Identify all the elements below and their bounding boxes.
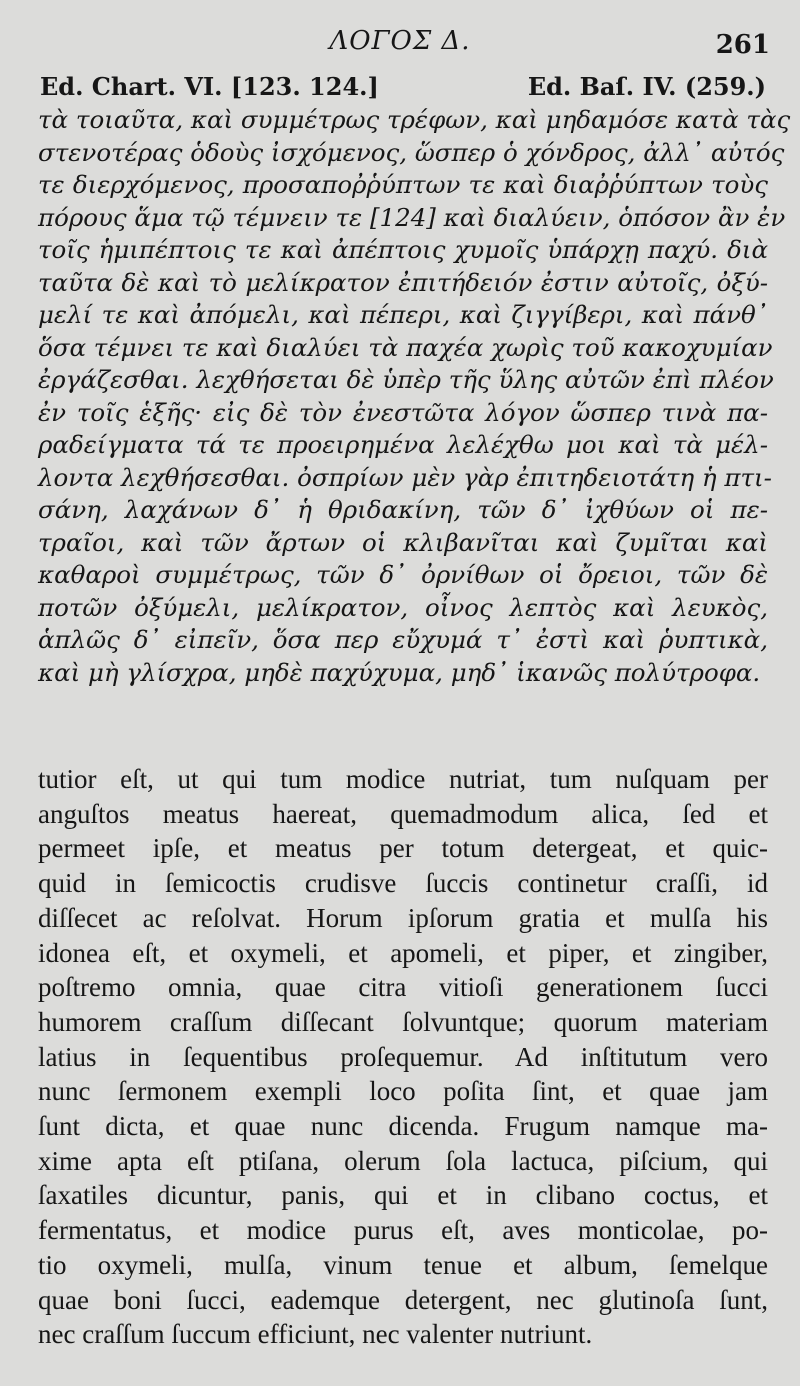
- edition-reference-line: [40, 72, 766, 101]
- greek-text-line: σάνη, λαχάνων δ᾽ ἡ θριδακίνη, τῶν δ᾽ ἰχθύων οἱ πε-: [38, 495, 768, 524]
- greek-text-line: ἐργάζεσθαι. λεχθήσεται δὲ ὑπὲρ τῆς ὕλης αὐτῶν ἐπὶ πλέον: [38, 365, 774, 394]
- edition-reference-chartier: Ed. Chart. VI. [123. 124.]: [40, 72, 379, 101]
- latin-text-line: nec craſſum ſuccum efficiunt, nec valenter nutriunt.: [38, 1319, 593, 1350]
- latin-text-line: idonea eſt, et oxymeli, et apomeli, et piper, et zingiber,: [38, 937, 768, 968]
- latin-text-line: permeet ipſe, et meatus per totum detergeat, et quic-: [38, 833, 768, 864]
- greek-text-line: στενοτέρας ὁδοὺς ἰσχόμενος, ὥσπερ ὁ χόνδρος, ἀλλ᾽ αὐτός: [38, 137, 785, 167]
- latin-text-line: anguſtos meatus haereat, quemadmodum alica, ſed et: [38, 798, 768, 829]
- latin-text-line: fermentatus, et modice purus eſt, aves monticolae, po-: [38, 1215, 768, 1246]
- greek-text-line: ταῦτα δὲ καὶ τὸ μελίκρατον ἐπιτήδειόν ἐστιν αὐτοῖς, ὀξύ-: [38, 267, 768, 297]
- greek-text-line: τοῖς ἡμιπέπτοις τε καὶ ἀπέπτοις χυμοῖς ὑπάρχῃ παχύ. διὰ: [38, 235, 768, 264]
- latin-text-line: quae boni ſucci, eademque detergent, nec glutinoſa ſunt,: [38, 1284, 768, 1315]
- latin-text-line: ſunt dicta, et quae nunc dicenda. Frugum namque ma-: [38, 1111, 768, 1142]
- greek-text-line: καὶ μὴ γλίσχρα, μηδὲ παχύχυμα, μηδ᾽ ἱκανῶς πολύτροφα.: [38, 657, 761, 687]
- latin-text-line: poſtremo omnia, quae citra vitioſi generationem ſucci: [38, 972, 768, 1003]
- greek-text-line: ἁπλῶς δ᾽ εἰπεῖν, ὅσα περ εὔχυμά τ᾽ ἐστὶ καὶ ῥυπτικὰ,: [38, 625, 768, 654]
- running-title: ΛΟΓΟΣ Δ.: [329, 26, 471, 56]
- greek-text-line: ὅσα τέμνει τε καὶ διαλύει τὰ παχέα χωρὶς τοῦ κακοχυμίαν: [38, 332, 773, 362]
- latin-text-line: diſſecet ac reſolvat. Horum ipſorum gratia et mulſa his: [38, 902, 768, 933]
- latin-text-line: ſaxatiles dicuntur, panis, qui et in clibano coctus, et: [38, 1180, 768, 1211]
- greek-text-line: τραῖοι, καὶ τῶν ἄρτων οἱ κλιβανῖται καὶ ζυμῖται καὶ: [38, 527, 768, 557]
- greek-text-line: ποτῶν ὀξύμελι, μελίκρατον, οἶνος λεπτὸς καὶ λευκὸς,: [38, 592, 768, 622]
- latin-text-line: tio oxymeli, mulſa, vinum tenue et album, ſemelque: [38, 1249, 768, 1280]
- greek-text-block: [38, 104, 791, 689]
- greek-text-line: ραδείγματα τά τε προειρημένα λελέχθω μοι καὶ τὰ μέλ-: [38, 430, 768, 459]
- greek-text-line: τε διερχόμενος, προσαποῤῥύπτων τε καὶ διαῤῥύπτων τοὺς: [38, 170, 768, 199]
- greek-text-line: καθαροὶ συμμέτρως, τῶν δ᾽ ὀρνίθων οἱ ὄρειοι, τῶν δὲ: [38, 560, 768, 589]
- latin-text-line: humorem craſſum diſſecant ſolvuntque; quorum materiam: [38, 1006, 768, 1037]
- page-number: 261: [715, 30, 770, 60]
- edition-reference-basel: Ed. Baſ. IV. (259.): [527, 72, 766, 101]
- latin-text-line: latius in ſequentibus proſequemur. Ad inſtitutum vero: [38, 1041, 768, 1072]
- greek-text-line: πόρους ἅμα τῷ τέμνειν τε [124] καὶ διαλύειν, ὁπόσον ἂν ἐν: [38, 202, 786, 232]
- latin-text-line: xime apta eſt ptiſana, olerum ſola lactuca, piſcium, qui: [38, 1145, 768, 1176]
- greek-text-line: μελί τε καὶ ἀπόμελι, καὶ πέπερι, καὶ ζιγγίβερι, καὶ πάνθ᾽: [38, 300, 768, 329]
- latin-text-line: quid in ſemicoctis crudisve ſuccis continetur craſſi, id: [38, 868, 768, 899]
- greek-text-line: τὰ τοιαῦτα, καὶ συμμέτρως τρέφων, καὶ μηδαμόσε κατὰ τὰς: [38, 105, 791, 134]
- greek-text-line: λοντα λεχθήσεσθαι. ὀσπρίων μὲν γὰρ ἐπιτηδειοτάτη ἡ πτι-: [38, 462, 772, 492]
- latin-text-line: nunc ſermonem exempli loco poſita ſint, et quae jam: [38, 1076, 768, 1107]
- latin-text-block: [38, 762, 768, 1352]
- latin-text-line: tutior eſt, ut qui tum modice nutriat, tum nuſquam per: [38, 764, 768, 794]
- greek-text-line: ἐν τοῖς ἑξῆς· εἰς δὲ τὸν ἐνεστῶτα λόγον ὥσπερ τινὰ πα-: [38, 397, 768, 427]
